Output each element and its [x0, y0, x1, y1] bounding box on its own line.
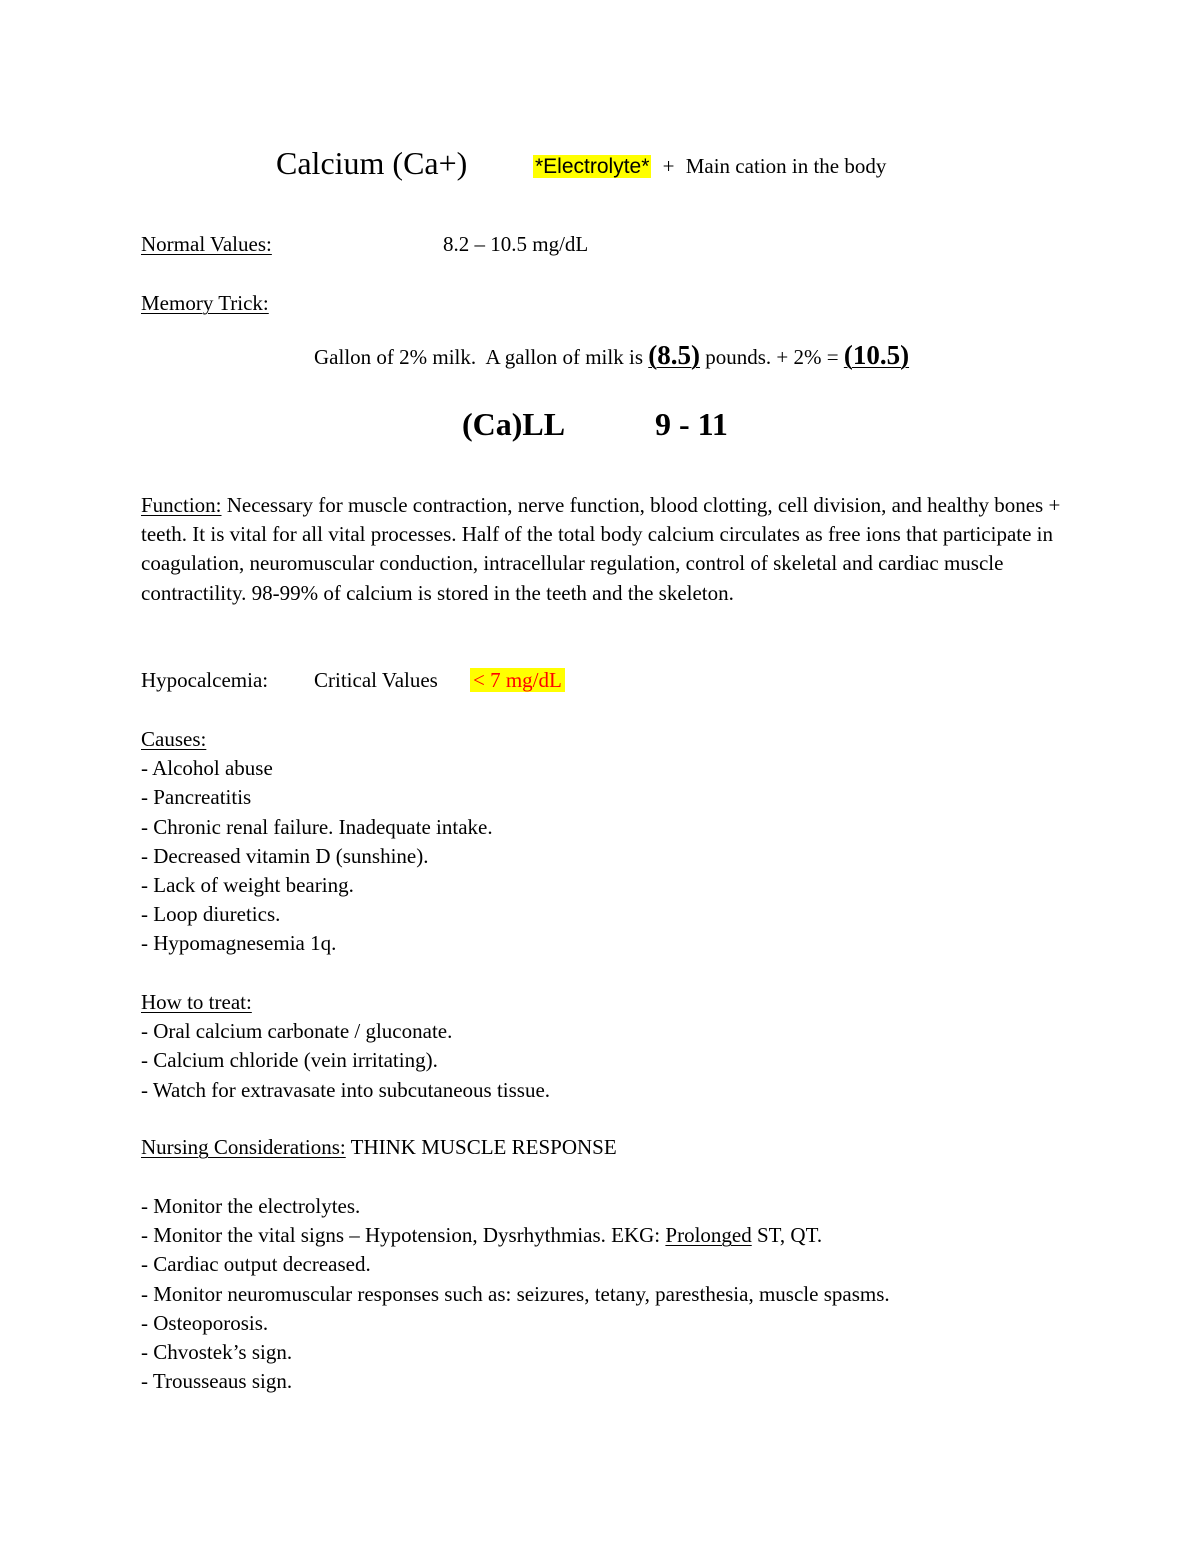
list-item: - Loop diuretics.	[141, 902, 281, 927]
mnemonic-right: 9 - 11	[655, 406, 728, 442]
list-item: - Cardiac output decreased.	[141, 1252, 371, 1277]
list-item: - Monitor the electrolytes.	[141, 1194, 361, 1218]
function-label: Function:	[141, 493, 222, 517]
memory-trick-text: Gallon of 2% milk. A gallon of milk is (8.5) pounds. + 2% = (10.5)	[314, 340, 910, 370]
list-item: - Chvostek’s sign.	[141, 1340, 293, 1365]
memory-num-2: (10.5)	[843, 340, 910, 370]
title-tag-line	[533, 152, 886, 181]
list-item: - Alcohol abuse	[141, 756, 273, 781]
list-item: - Lack of weight bearing.	[141, 873, 354, 898]
hypocalcemia-label: Hypocalcemia:	[141, 668, 269, 692]
list-item: - Osteoporosis.	[141, 1310, 269, 1335]
critical-values-label: Critical Values	[314, 668, 438, 692]
nursing-heading	[141, 1133, 617, 1162]
title-description: Main cation in the body	[685, 154, 887, 178]
list-item: - Monitor the vital signs – Hypotension, Dysrhythmias. EKG: Prolonged ST, QT.	[141, 1223, 823, 1248]
treat-label: How to treat:	[141, 990, 252, 1014]
list-item: - Calcium chloride (vein irritating).	[141, 1048, 438, 1073]
nursing-label: Nursing Considerations:	[141, 1135, 346, 1159]
nursing-list	[141, 1192, 1061, 1396]
list-item: - Monitor neuromuscular responses such as: seizures, tetany, paresthesia, muscle spasms.	[141, 1281, 890, 1306]
list-item: - Chronic renal failure. Inadequate intake.	[141, 814, 493, 839]
function-paragraph	[141, 491, 1061, 608]
nursing-subtitle: THINK MUSCLE RESPONSE	[350, 1135, 617, 1159]
title-name: Calcium (Ca+)	[276, 145, 468, 181]
list-item: - Decreased vitamin D (sunshine).	[141, 843, 429, 868]
causes-section	[141, 725, 1061, 959]
list-item: - Oral calcium carbonate / gluconate.	[141, 1019, 453, 1044]
memory-trick-label: Memory Trick:	[141, 291, 269, 315]
list-item: - Hypomagnesemia 1q.	[141, 931, 337, 956]
electrolyte-tag: *Electrolyte*	[535, 155, 650, 178]
memory-num-1: (8.5)	[648, 340, 700, 370]
causes-label: Causes:	[141, 727, 207, 751]
list-item: - Pancreatitis	[141, 785, 252, 810]
list-item: - Trousseaus sign.	[141, 1369, 293, 1394]
title-plus: +	[662, 154, 675, 178]
treat-section	[141, 988, 1061, 1105]
list-item: - Watch for extravasate into subcutaneous tissue.	[141, 1077, 551, 1102]
normal-values-value: 8.2 – 10.5 mg/dL	[443, 232, 589, 256]
critical-values-value: < 7 mg/dL	[470, 666, 565, 695]
prolonged-text: Prolonged	[665, 1223, 752, 1248]
normal-values-label: Normal Values:	[141, 232, 272, 256]
function-text: Necessary for muscle contraction, nerve function, blood clotting, cell division, and healthy bones + teeth. It is vital for all vital processes. Half of the total body calcium circulates as free ions that participate in coagulation, neuromuscular conduction, intracellular regulation, control of skeletal and cardiac muscle contractility. 98-99% of calcium is stored in the teeth and the skeleton.	[141, 493, 1061, 605]
mnemonic-left: (Ca)LL	[462, 406, 566, 442]
page-title	[276, 144, 467, 182]
